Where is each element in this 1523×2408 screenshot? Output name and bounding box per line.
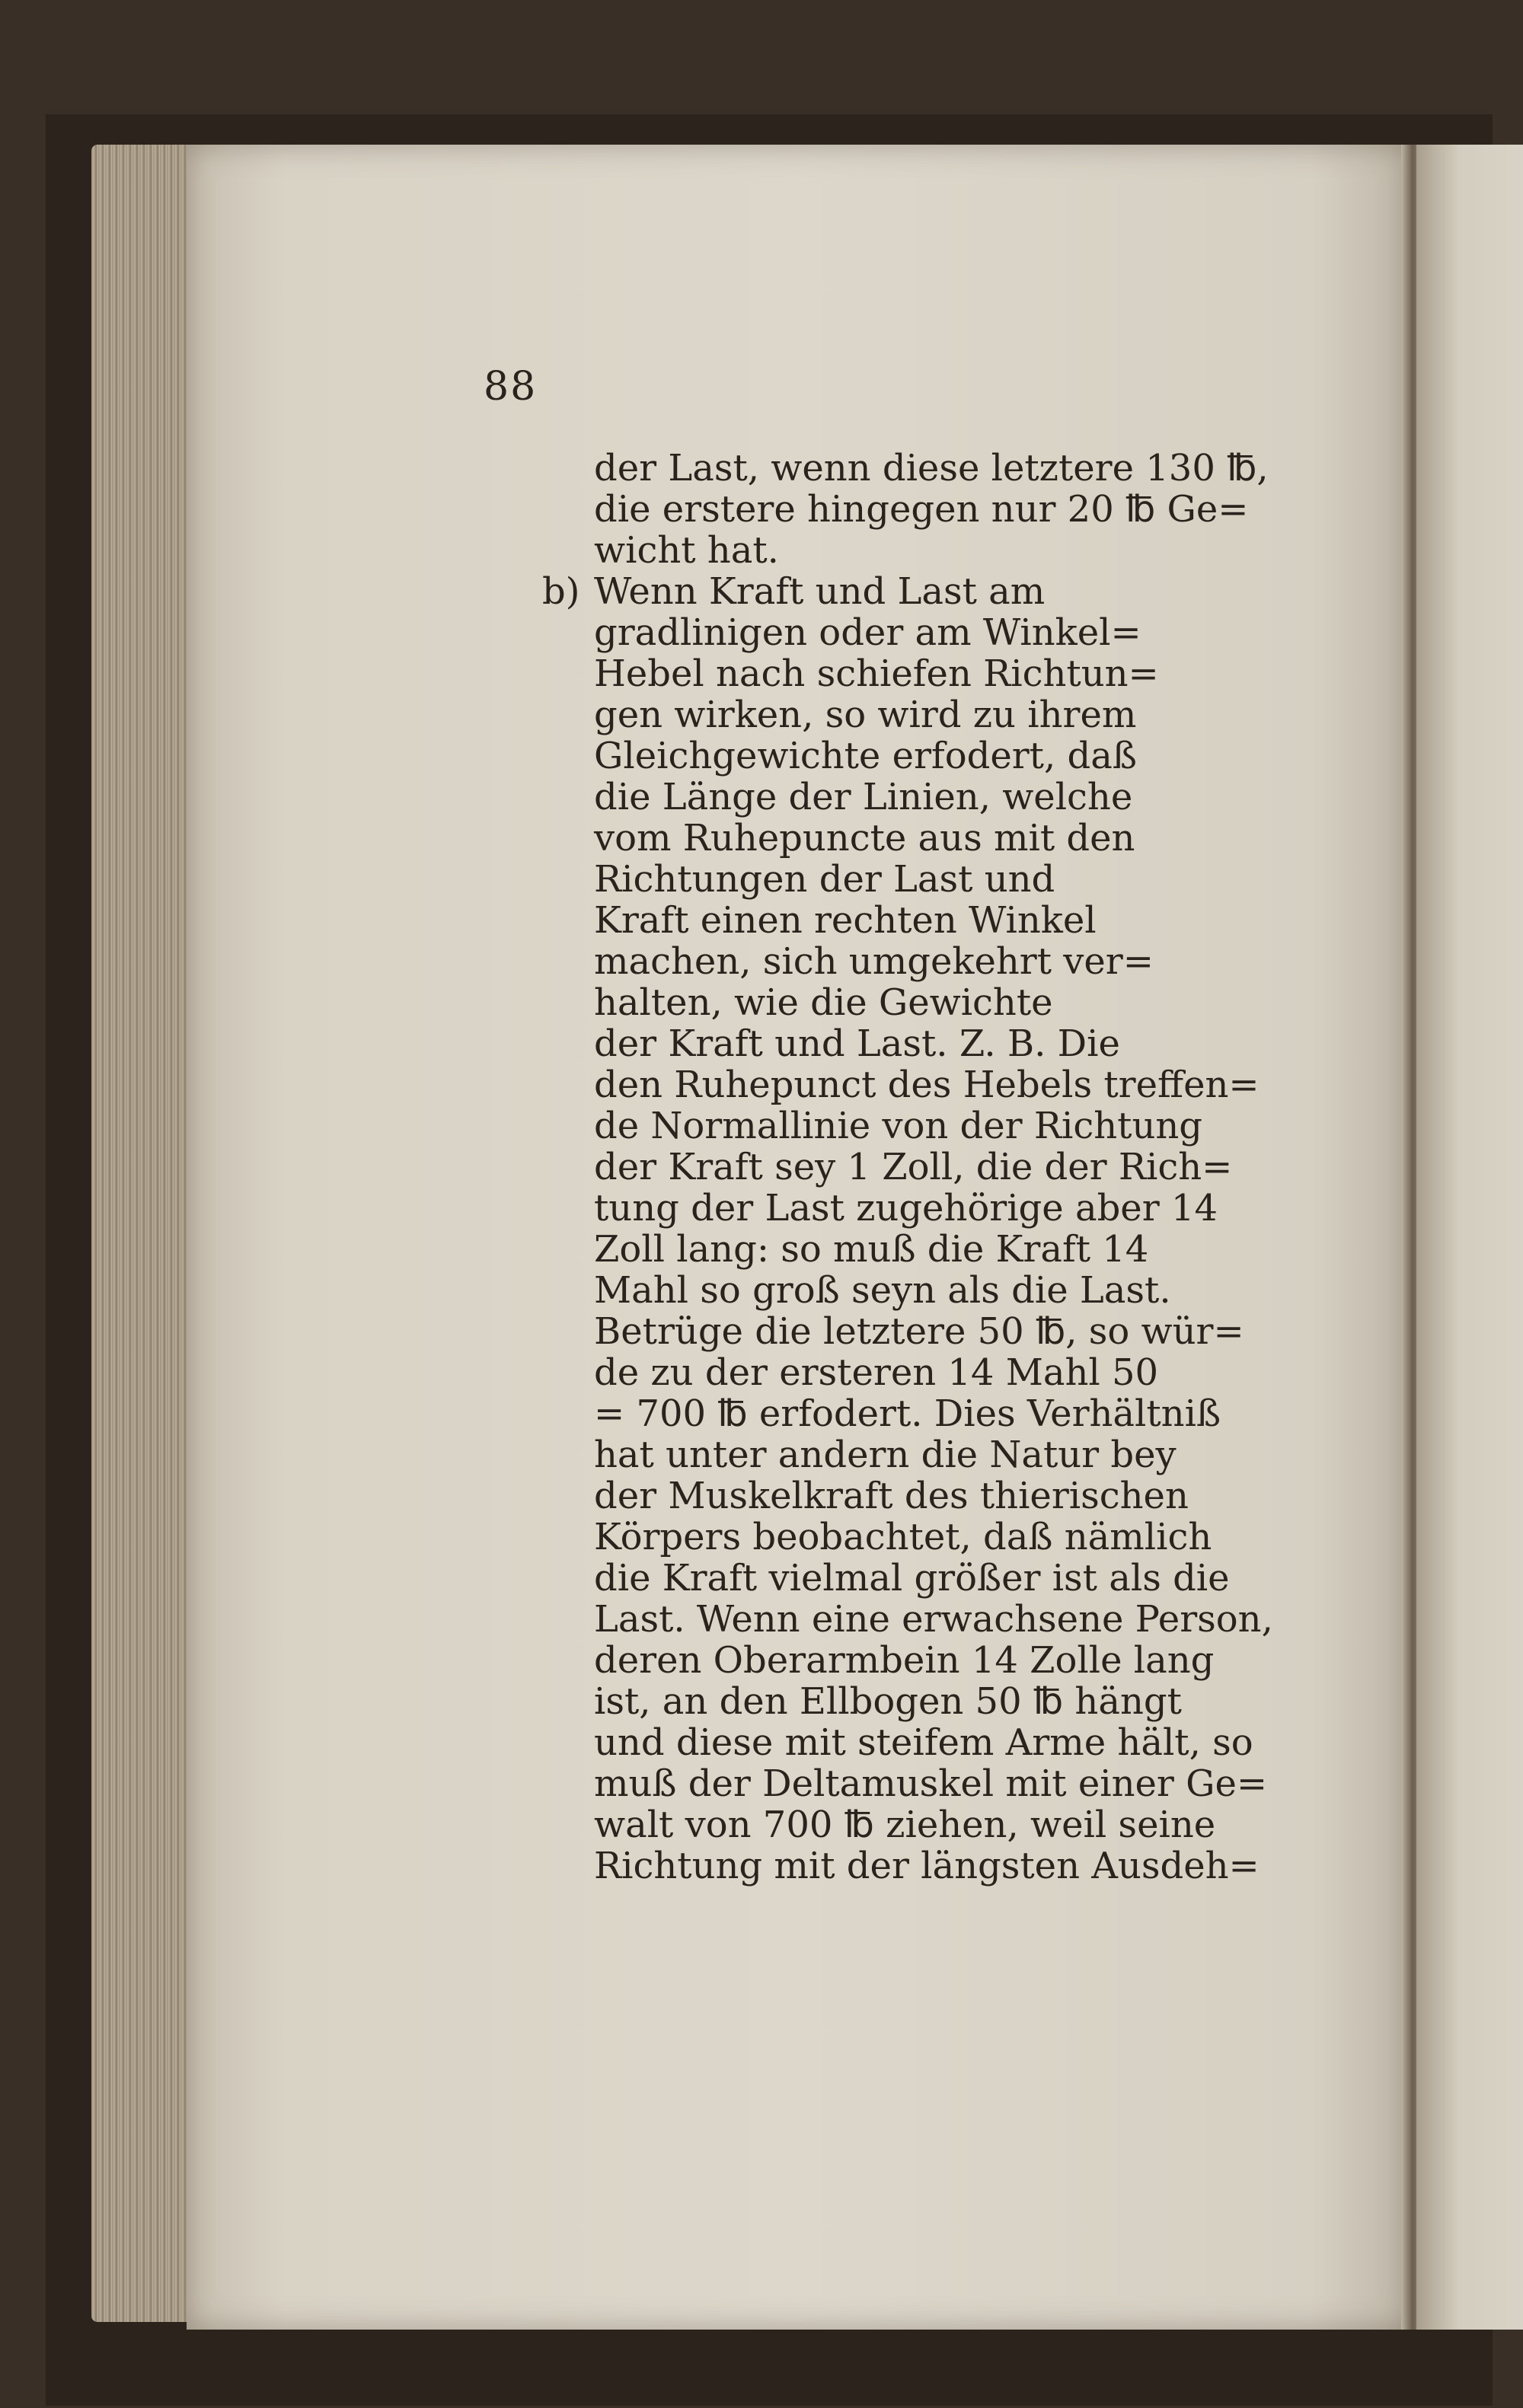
text-line: tung der Last zugehörige aber 14 — [594, 1187, 1218, 1230]
text-line: Gleichgewichte erfodert, daß — [594, 735, 1137, 777]
facing-page-edge — [1416, 145, 1523, 2330]
text-line: machen, sich umgekehrt ver= — [594, 940, 1154, 983]
text-line: der Last, wenn diese letztere 130 ℔, — [594, 447, 1269, 490]
text-line: de zu der ersteren 14 Mahl 50 — [594, 1351, 1159, 1394]
text-line: der Muskelkraft des thierischen — [594, 1475, 1189, 1517]
text-line: Kraft einen rechten Winkel — [594, 899, 1097, 942]
text-line: gen wirken, so wird zu ihrem — [594, 694, 1137, 736]
text-line: Zoll lang: so muß die Kraft 14 — [594, 1228, 1149, 1271]
page-text — [542, 447, 1333, 1887]
text-line: der Kraft sey 1 Zoll, die der Rich= — [594, 1146, 1233, 1188]
text-line: Last. Wenn eine erwachsene Person, — [594, 1598, 1273, 1641]
text-line: ist, an den Ellbogen 50 ℔ hängt — [594, 1680, 1182, 1723]
text-line: de Normallinie von der Richtung — [594, 1105, 1203, 1147]
text-line: walt von 700 ℔ ziehen, weil seine — [594, 1804, 1216, 1846]
text-line: muß der Deltamuskel mit einer Ge= — [594, 1762, 1268, 1805]
text-line: die erstere hingegen nur 20 ℔ Ge= — [594, 488, 1249, 531]
text-line: Körpers beobachtet, daß nämlich — [594, 1516, 1212, 1558]
page-number: 88 — [484, 364, 538, 410]
text-line: deren Oberarmbein 14 Zolle lang — [594, 1639, 1215, 1682]
text-line: hat unter andern die Natur bey — [594, 1434, 1177, 1476]
text-line: und diese mit steifem Arme hält, so — [594, 1721, 1253, 1764]
text-line: den Ruhepunct des Hebels treffen= — [594, 1064, 1260, 1106]
text-line: Richtungen der Last und — [594, 858, 1055, 901]
text-line: wicht hat. — [594, 529, 779, 572]
text-line: Richtung mit der längsten Ausdeh= — [594, 1845, 1260, 1887]
text-line: Betrüge die letztere 50 ℔, so wür= — [594, 1310, 1244, 1353]
text-line: die Länge der Linien, welche — [594, 776, 1133, 818]
text-line: Hebel nach schiefen Richtun= — [594, 652, 1159, 695]
page-edges — [91, 145, 190, 2322]
text-line: = 700 ℔ erfodert. Dies Verhältniß — [594, 1392, 1221, 1435]
list-marker: b) — [542, 570, 580, 613]
text-line: halten, wie die Gewichte — [594, 981, 1053, 1024]
text-line-content: Wenn Kraft und Last am — [594, 570, 1046, 613]
text-line: Mahl so groß seyn als die Last. — [594, 1269, 1171, 1312]
text-line: der Kraft und Last. Z. B. Die — [594, 1022, 1120, 1065]
text-line — [542, 570, 1333, 613]
text-line: vom Ruhepuncte aus mit den — [594, 817, 1135, 860]
text-line: die Kraft vielmal größer ist als die — [594, 1557, 1230, 1599]
text-line: gradlinigen oder am Winkel= — [594, 611, 1141, 654]
